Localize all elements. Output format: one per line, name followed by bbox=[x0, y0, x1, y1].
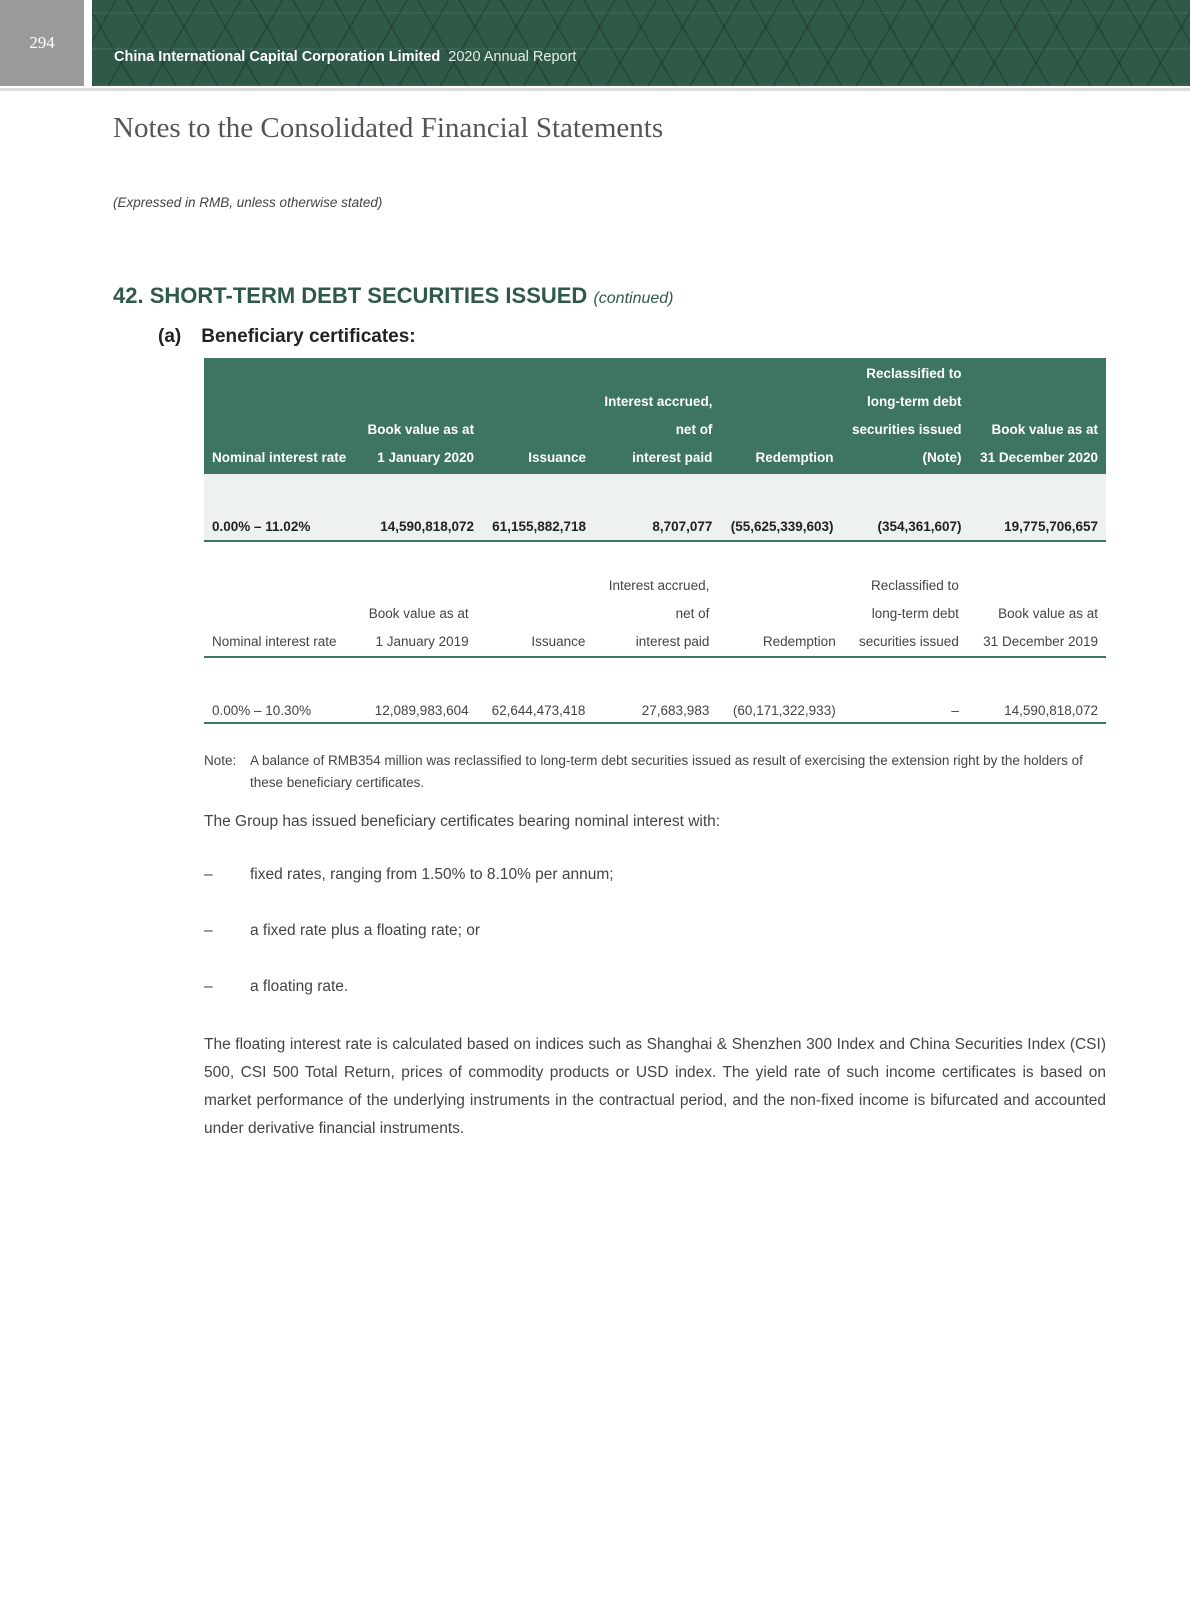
column-header-line: Book value as at bbox=[998, 606, 1098, 621]
subsection-label: (a) bbox=[158, 326, 182, 347]
bullet-dash: – bbox=[204, 866, 213, 883]
table-cell: (55,625,339,603) bbox=[720, 474, 841, 541]
subsection-heading bbox=[158, 326, 436, 348]
table-cell: 8,707,077 bbox=[594, 474, 720, 541]
column-header-line: 1 January 2019 bbox=[375, 634, 469, 649]
column-header bbox=[204, 358, 357, 474]
table-cell: 0.00% – 10.30% bbox=[204, 657, 353, 723]
table-cell: 14,590,818,072 bbox=[357, 474, 482, 541]
column-header bbox=[477, 572, 594, 657]
column-header-line: securities issued bbox=[851, 422, 962, 437]
column-header bbox=[842, 358, 970, 474]
bullet-dash: – bbox=[204, 922, 213, 939]
column-header bbox=[357, 358, 482, 474]
column-header-line: (Note) bbox=[922, 450, 962, 465]
table-row bbox=[204, 474, 1106, 541]
bullet-text: a fixed rate plus a floating rate; or bbox=[250, 922, 481, 939]
column-header-line: long-term debt bbox=[871, 606, 959, 621]
column-header bbox=[594, 358, 720, 474]
table-cell: 19,775,706,657 bbox=[970, 474, 1106, 541]
header-divider bbox=[0, 88, 1190, 91]
company-name: China International Capital Corporation Limited bbox=[114, 49, 441, 65]
section-number: 42. bbox=[113, 283, 144, 308]
bullet-text: fixed rates, ranging from 1.50% to 8.10% per annum; bbox=[250, 866, 614, 883]
column-header-line: Interest accrued, bbox=[608, 578, 710, 593]
column-header-line: Reclassified to bbox=[871, 578, 959, 593]
column-header bbox=[844, 572, 967, 657]
column-header-line: Issuance bbox=[528, 450, 587, 465]
column-header-line: long-term debt bbox=[867, 394, 962, 409]
column-header-line: 31 December 2019 bbox=[983, 634, 1098, 649]
column-header bbox=[482, 358, 594, 474]
table-note bbox=[204, 750, 1106, 794]
column-header bbox=[353, 572, 476, 657]
table-row bbox=[204, 657, 1106, 723]
column-header-line: net of bbox=[675, 606, 710, 621]
bullet-item bbox=[204, 866, 614, 884]
column-header-line: Nominal interest rate bbox=[212, 634, 337, 649]
section-title: SHORT-TERM DEBT SECURITIES ISSUED bbox=[149, 283, 588, 308]
table-cell: 12,089,983,604 bbox=[353, 657, 476, 723]
section-heading bbox=[113, 283, 673, 309]
column-header-line: Book value as at bbox=[368, 606, 469, 621]
table-cell: 62,644,473,418 bbox=[477, 657, 594, 723]
column-header-line: net of bbox=[675, 422, 713, 437]
header-band bbox=[92, 0, 1190, 86]
bullet-text: a floating rate. bbox=[250, 978, 349, 995]
table-cell: (354,361,607) bbox=[842, 474, 970, 541]
column-header-line: Reclassified to bbox=[866, 366, 962, 381]
column-header-line: Book value as at bbox=[991, 422, 1098, 437]
bullet-item bbox=[204, 922, 480, 940]
column-header-line: interest paid bbox=[632, 450, 713, 465]
column-header bbox=[970, 358, 1106, 474]
subsection-title: Beneficiary certificates: bbox=[201, 326, 416, 347]
header-company bbox=[114, 49, 576, 65]
table-cell: 27,683,983 bbox=[593, 657, 717, 723]
table-cell: 14,590,818,072 bbox=[967, 657, 1106, 723]
note-text: A balance of RMB354 million was reclassified to long-term debt securities issued as result of exercising the extension right by the holders of these beneficiary certificates. bbox=[250, 753, 1083, 790]
table-cell: (60,171,322,933) bbox=[717, 657, 843, 723]
bullet-dash: – bbox=[204, 978, 213, 995]
column-header bbox=[204, 572, 353, 657]
table-cell: 0.00% – 11.02% bbox=[204, 474, 357, 541]
currency-note: (Expressed in RMB, unless otherwise stated) bbox=[113, 195, 383, 210]
column-header-line: Book value as at bbox=[367, 422, 475, 437]
column-header-line: 31 December 2020 bbox=[980, 450, 1098, 465]
column-header bbox=[967, 572, 1106, 657]
column-header bbox=[593, 572, 717, 657]
table-cell: 61,155,882,718 bbox=[482, 474, 594, 541]
page-title: Notes to the Consolidated Financial Statements bbox=[113, 112, 664, 144]
report-name: 2020 Annual Report bbox=[448, 49, 577, 65]
column-header-line: Interest accrued, bbox=[604, 394, 713, 409]
page-number: 294 bbox=[0, 0, 84, 86]
note-label: Note: bbox=[204, 753, 237, 768]
column-header-line: 1 January 2020 bbox=[377, 450, 475, 465]
table-2020 bbox=[204, 358, 1106, 542]
closing-paragraph: The floating interest rate is calculated based on indices such as Shanghai & Shenzhen 300 Index and China Securities Index (CSI) 500, CSI 500 Total Return, prices of commodity products or USD index. The yield rate of such income certificates is based on market performance of the underlying instruments in the contractual period, and the non-fixed income is bifurcated and accounted under derivative financial instruments. bbox=[204, 1036, 1106, 1137]
intro-paragraph: The Group has issued beneficiary certificates bearing nominal interest with: bbox=[204, 813, 721, 830]
table-cell: – bbox=[844, 657, 967, 723]
column-header bbox=[720, 358, 841, 474]
table-2019 bbox=[204, 572, 1106, 724]
section-suffix: (continued) bbox=[593, 290, 674, 307]
column-header-line: Redemption bbox=[762, 634, 836, 649]
column-header-line: Issuance bbox=[531, 634, 586, 649]
bullet-item bbox=[204, 978, 348, 996]
column-header-line: Nominal interest rate bbox=[212, 450, 347, 465]
column-header bbox=[717, 572, 843, 657]
column-header-line: interest paid bbox=[635, 634, 710, 649]
column-header-line: Redemption bbox=[755, 450, 834, 465]
column-header-line: securities issued bbox=[859, 634, 959, 649]
